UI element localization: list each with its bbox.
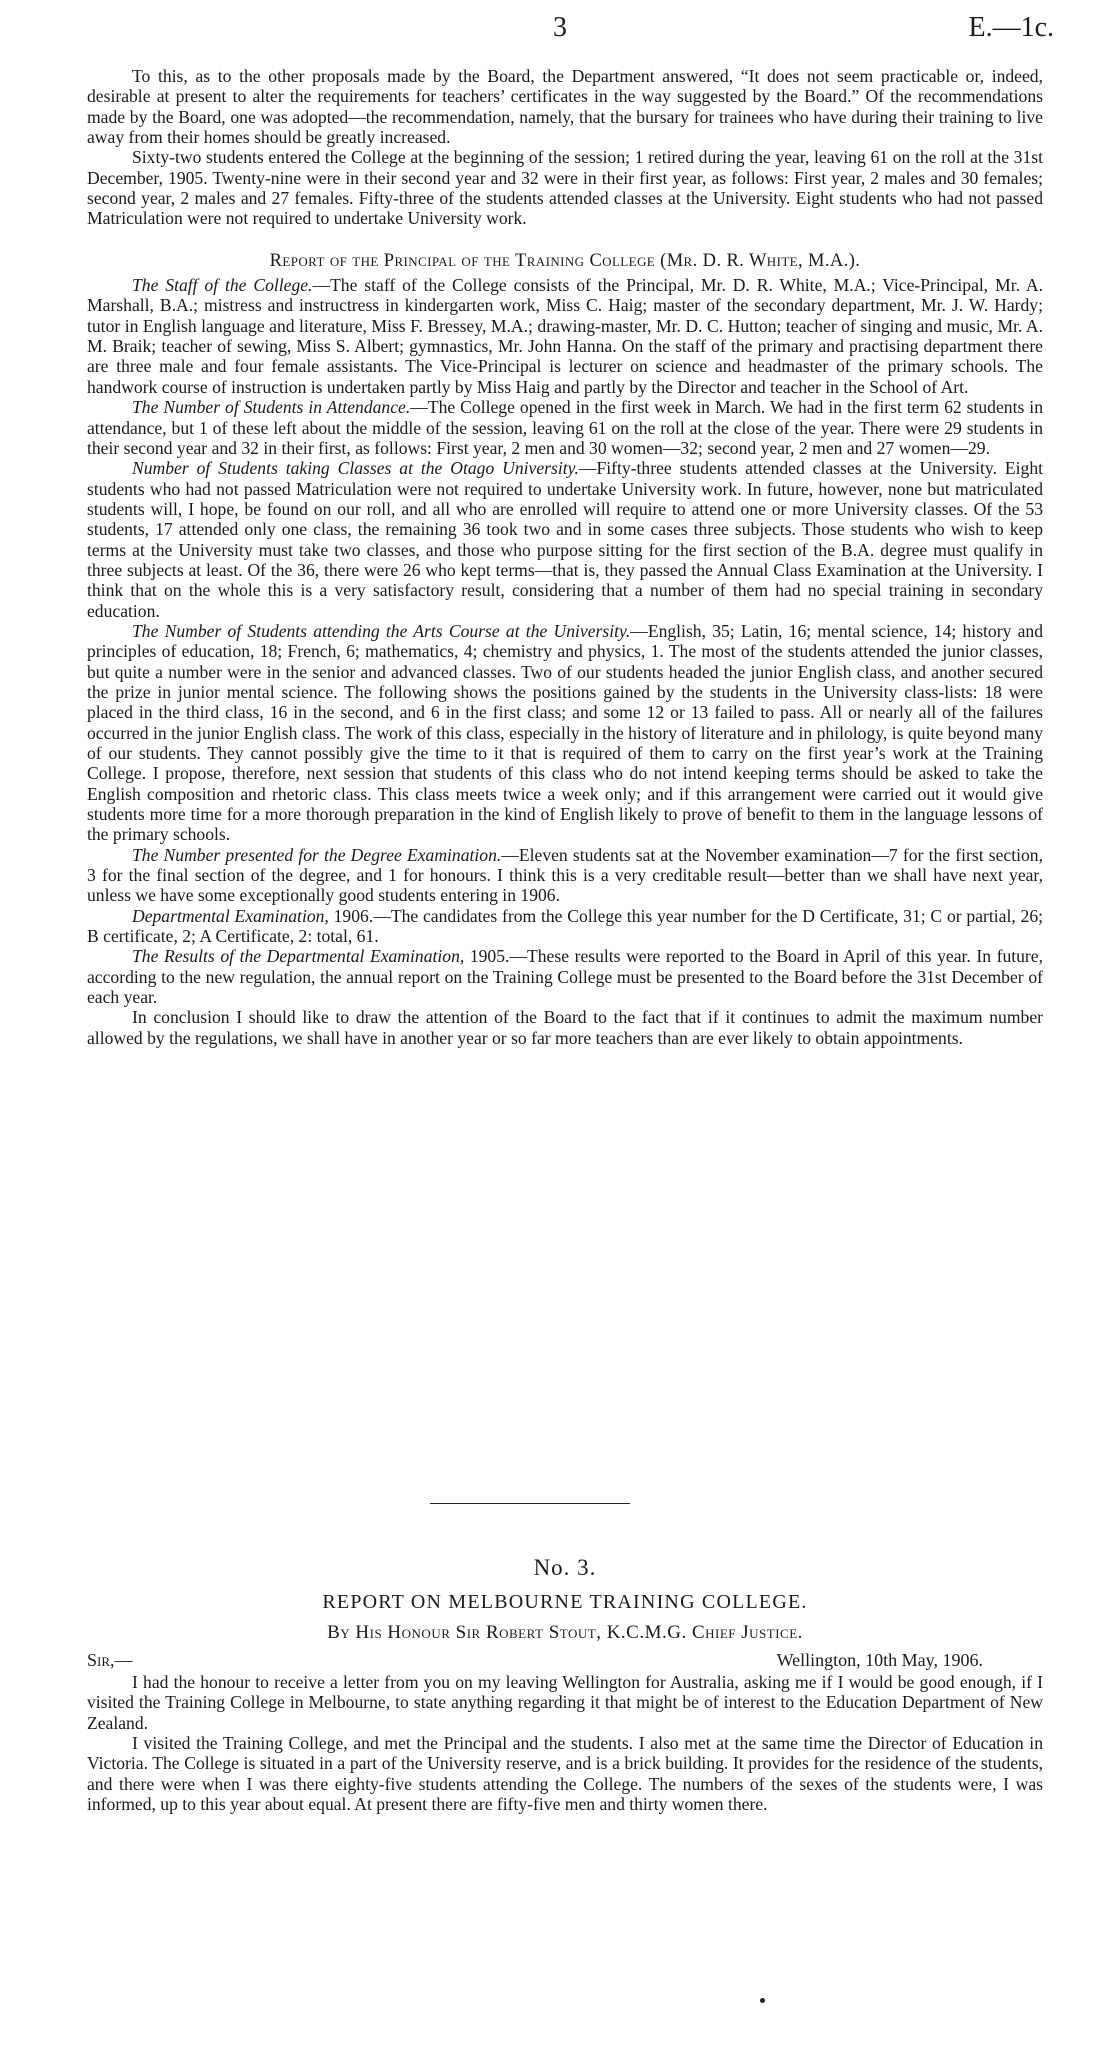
otago-heading: Number of Students taking Classes at the Otago University.: [132, 458, 579, 479]
results-heading: The Results of the Departmental Examination,: [132, 946, 465, 967]
section-divider: [430, 1503, 630, 1504]
report-no3: [87, 1555, 1043, 1814]
salutation-line: [87, 1650, 1043, 1672]
intro-paragraph-2: Sixty-two students entered the College at the beginning of the session; 1 retired during the year, leaving 61 on the roll at the 31st December, 1905. Twenty-nine were in their second year and 32 were in their first year, as follows: First year, 2 males and 30 females; second year, 2 males and 27 females. Fifty-three of the students attended classes at the University. Eight students who had not passed Matriculation were not required to undertake University work.: [87, 147, 1043, 229]
otago-text: —Fifty-three students attended classes at the University. Eight students who had not passed Matriculation were not required to undertake University work. In future, however, none but matriculated students will, I hope, be found on our roll, and all who are enrolled will require to attend one or more University classes. Of the 53 students, 17 attended only one class, the remaining 36 took two and in some cases three subjects. Those students who wish to keep terms at the University must take two classes, and those who purpose sitting for the first section of the B.A. degree must qualify in three subjects at least. Of the 36, there were 26 who kept terms—that is, they passed the Annual Class Examination at the University. I think that on the whole this is a very satisfactory result, considering that a number of them had no special training in secondary education.: [87, 458, 1044, 621]
report-paragraph-1: I had the honour to receive a letter from you on my leaving Wellington for Australia, asking me if I would be good enough, if I visited the Training College in Melbourne, to state anything regarding it that might be of interest to the Education Department of New Zealand.: [87, 1672, 1043, 1733]
otago-paragraph: [87, 458, 1043, 621]
report-body: [87, 1672, 1043, 1814]
arts-text: —English, 35; Latin, 16; mental science, 14; history and principles of education, 18; French, 6; mathematics, 4; chemistry and physics, 1. The most of the students attended the junior classes, but quite a number were in the senior and advanced classes. Two of our students headed the junior English class, and another secured the prize in junior mental science. The following shows the positions gained by the students in the University class-lists: 18 were placed in the third class, 16 in the second, and 6 in the first class; and some 12 or 13 failed to pass. All or nearly all of the failures occurred in the junior English class. The work of this class, especially in the history of literature and in philology, is quite beyond many of our students. They cannot possibly give the time to it that is required of them to carry on the first year’s work at the Training College. I propose, therefore, next session that students of this class who do not intend keeping terms should be asked to take the English composition and rhetoric class. This class meets twice a week only; and if this arrangement were carried out it would give students more time for a more thorough preparation in the kind of English likely to prove of benefit to them in the language lessons of the primary schools.: [87, 620, 1043, 845]
degree-paragraph: [87, 845, 1043, 906]
dateline: Wellington, 10th May, 1906.: [776, 1650, 983, 1670]
ink-speck: [760, 1998, 765, 2003]
departmental-text: 1906.—The candidates from the College this year number for the D Certificate, 31; C or partial, 26; B certificate, 2; A Certificate, 2: total, 61.: [87, 905, 1044, 947]
departmental-heading: Departmental Examination,: [132, 905, 329, 926]
report-title: REPORT ON MELBOURNE TRAINING COLLEGE.: [322, 1591, 808, 1613]
staff-text: —The staff of the College consists of the Principal, Mr. D. R. White, M.A.; Vice-Principal, Mr. A. Marshall, B.A.; mistress and instructress in kindergarten work, Miss C. Haig; master of the secondary department, Mr. J. W. Hardy; tutor in English language and literature, Miss F. Bressey, M.A.; drawing-master, Mr. D. C. Hutton; teacher of singing and music, Mr. A. M. Braik; teacher of sewing, Miss S. Albert; gymnastics, Mr. John Hanna. On the staff of the primary and practising department there are three male and four female assistants. The Vice-Principal is lecturer on science and headmaster of the primary schools. The handwork course of instruction is undertaken partly by Miss Haig and partly by the Director and teacher in the School of Art.: [87, 275, 1044, 397]
arts-paragraph: [87, 621, 1043, 845]
page-header: [0, 12, 1114, 52]
salutation: Sir,—: [87, 1650, 133, 1670]
intro-paragraph-1: To this, as to the other proposals made by the Board, the Department answered, “It does not seem practicable or, indeed, desirable at present to alter the requirements for teachers’ certificates in the way suggested by the Board.” Of the recommendations made by the Board, one was adopted—the recommendation, namely, that the bursary for trainees who have during their training to live away from their homes should be greatly increased.: [87, 66, 1043, 148]
departmental-paragraph: [87, 906, 1043, 947]
staff-paragraph: [87, 275, 1043, 397]
attendance-paragraph: [87, 397, 1043, 458]
report-paragraph-2: I visited the Training College, and met the Principal and the students. I also met at the same time the Director of Education in Victoria. The College is situated in a part of the University reserve, and is a brick building. It provides for the residence of the students, and there were when I was there eighty-five students attending the College. The numbers of the sexes of the students were, I was informed, up to this year about equal. At present there are fifty-five men and thirty women there.: [87, 1733, 1043, 1815]
staff-heading: The Staff of the College.: [132, 275, 313, 296]
degree-heading: The Number presented for the Degree Examination.: [132, 844, 502, 865]
attendance-text: —The College opened in the first week in March. We had in the first term 62 students in attendance, but 1 of these left about the middle of the session, leaving 61 on the roll at the close of the year. There were 29 students in their second year and 32 in their first, as follows: First year, 2 men and 30 women—32; second year, 2 men and 27 women—29.: [87, 397, 1043, 458]
degree-text: —Eleven students sat at the November examination—7 for the first section, 3 for the final section of the degree, and 1 for honours. I think this is a very creditable result—better than we shall have next year, unless we have some exceptionally good students entering in 1906.: [87, 844, 1043, 906]
results-paragraph: [87, 946, 1043, 1007]
conclusion-paragraph: In conclusion I should like to draw the attention of the Board to the fact that if it continues to admit the maximum number allowed by the regulations, we shall have in another year or so far more teachers than are ever likely to obtain appointments.: [87, 1007, 1043, 1048]
arts-heading: The Number of Students attending the Arts Course at the University.: [132, 620, 631, 641]
main-text: [87, 66, 1043, 1048]
report-byline: By His Honour Sir Robert Stout, K.C.M.G. Chief Justice.: [327, 1622, 803, 1643]
report-number: No. 3.: [533, 1555, 597, 1580]
attendance-heading: The Number of Students in Attendance.: [132, 397, 411, 418]
principal-report-heading: Report of the Principal of the Training College (Mr. D. R. White, M.A.).: [269, 250, 861, 271]
page-reference: E.—1c.: [968, 12, 1054, 43]
results-text: 1905.—These results were reported to the Board in April of this year. In future, according to the new regulation, the annual report on the Training College must be presented to the Board before the 31st December of each year.: [87, 946, 1043, 1008]
page-number: 3: [553, 12, 567, 43]
